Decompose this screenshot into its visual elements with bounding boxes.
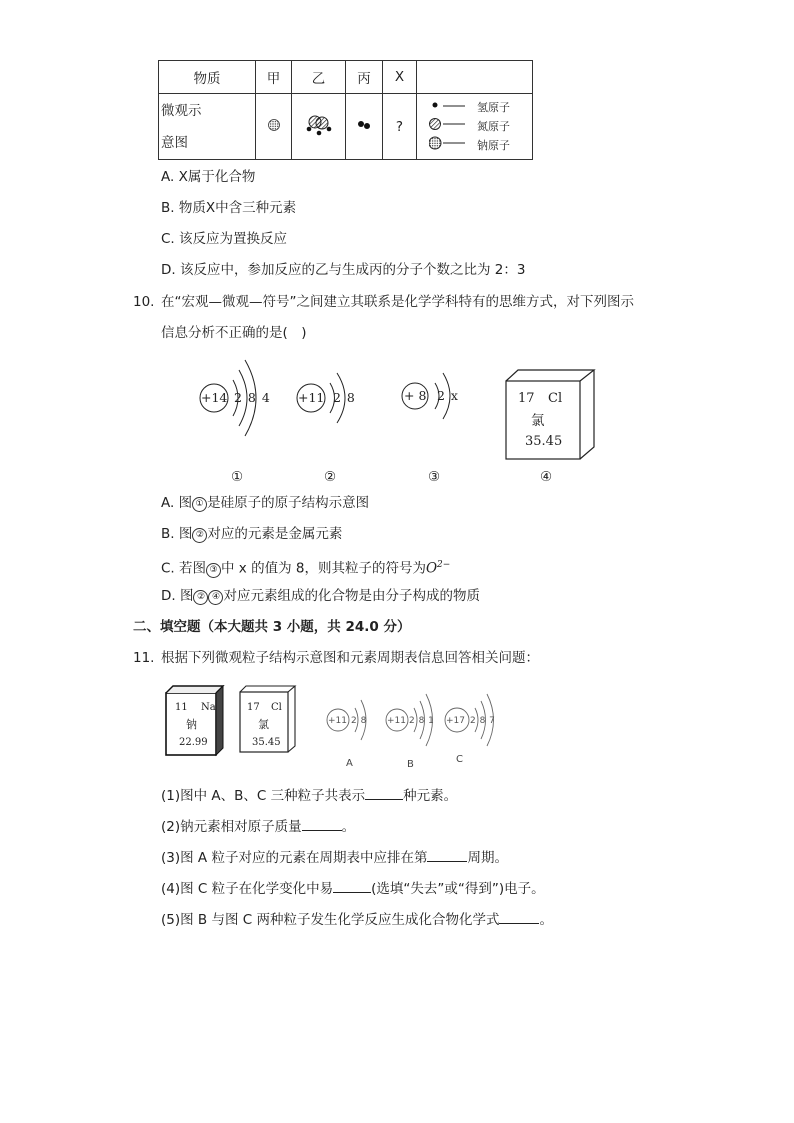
card-sodium-symbol: Na [201,702,216,713]
q10-option-a: A. 图 ① 是硅原子的原子结构示意图 [161,495,370,511]
particle-c-shells: 2 8 7 [470,716,495,726]
q11-sub-1: (1)图中 A、B、C 三种粒子共表示 种元素。 [161,785,457,805]
section-title: 二、填空题（本大题共 3 小题，共 24.0 分） [133,619,411,635]
card-sodium-mass: 22.99 [179,737,208,748]
legend-sodium: 钠原子 [477,138,510,152]
legend-hydrogen: 氢原子 [477,100,510,114]
q11-sub-3: (3)图 A 粒子对应的元素在周期表中应排在第 周期。 [161,847,508,867]
q11-stem: 根据下列微观粒子结构示意图和元素周期表信息回答相关问题： [161,650,539,666]
answer-blank-1[interactable] [365,785,403,800]
yi-molecule-icon [292,94,346,160]
figure-4-mass: 35.45 [525,434,563,449]
table-legend [417,94,533,160]
q10-stem-line1: 在“宏观—微观—符号”之间建立其联系是化学学科特有的思维方式，对下列图示 [161,294,634,310]
card-chlorine-name: 氯 [258,718,269,731]
table-header-bing: 丙 [346,61,383,94]
particle-a-shells: 2 8 [351,716,367,726]
figure-3-label: ③ [428,469,441,485]
particle-c-nucleus: +17 [446,716,465,726]
jia-molecule-icon [256,94,292,160]
card-sodium-name: 钠 [186,718,197,731]
table-header-empty [417,61,533,94]
figure-1-label: ① [231,469,244,485]
particle-a-label: A [346,758,353,769]
bing-molecule-icon [346,94,383,160]
table-header-jia: 甲 [256,61,292,94]
table-header-yi: 乙 [292,61,346,94]
particle-a-nucleus: +11 [328,716,347,726]
table-header-x: X [383,61,417,94]
q9-option-c: C. 该反应为置换反应 [161,231,288,247]
table-header-substance: 物质 [159,61,256,94]
q11-sub-5: (5)图 B 与图 C 两种粒子发生化学反应生成化合物化学式 。 [161,909,553,929]
figure-4-label: ④ [540,469,553,485]
figure-2-nucleus: +11 [298,390,325,405]
card-sodium-number: 11 [175,702,188,713]
q10-option-d: D. 图 ② ④ 对应元素组成的化合物是由分子构成的物质 [161,588,480,604]
answer-blank-5[interactable] [499,909,539,924]
legend-nitrogen: 氮原子 [477,119,510,133]
figure-1-nucleus: +14 [201,390,228,405]
card-chlorine-mass: 35.45 [252,737,281,748]
q10-option-c: C. 若图 ③ 中 x 的值为 8，则其粒子的符号为$O^{2-}$ [161,560,451,577]
figure-3-nucleus: + 8 [404,388,427,403]
q11-sub-4: (4)图 C 粒子在化学变化中易 (选填“失去”或“得到”)电子。 [161,878,545,898]
q9-option-b: B. 物质X中含三种元素 [161,200,297,216]
figure-4-name: 氯 [531,413,545,429]
card-chlorine-symbol: Cl [271,702,282,713]
answer-blank-4[interactable] [333,878,371,893]
answer-blank-2[interactable] [302,816,342,831]
figure-4-atomic-number: 17 [518,391,535,406]
answer-blank-3[interactable] [427,847,467,862]
q10-number: 10. [133,294,155,310]
q9-option-d: D. 该反应中，参加反应的乙与生成丙的分子个数之比为 2：3 [161,262,526,278]
particle-b-nucleus: +11 [387,716,406,726]
particle-table [158,60,533,160]
figure-4-symbol: Cl [548,391,563,406]
particle-b-shells: 2 8 1 [409,716,434,726]
figure-2-shells: 2 8 [333,390,355,405]
q10-stem-line2: 信息分析不正确的是( ) [161,325,307,341]
x-unknown-mark: ? [383,94,417,160]
q9-option-a: A. X属于化合物 [161,169,256,185]
q10-option-b: B. 图 ② 对应的元素是金属元素 [161,526,343,542]
table-row-label: 微观示 意图 [159,94,256,160]
q11-number: 11. [133,650,155,666]
particle-c-label: C [456,754,463,765]
card-chlorine-number: 17 [247,702,260,713]
particle-b-label: B [407,759,414,770]
figure-3-shells: 2 x [437,388,458,403]
q11-sub-2: (2)钠元素相对原子质量 。 [161,816,355,836]
figure-1-shells: 2 8 4 [234,390,270,405]
figure-2-label: ② [324,469,337,485]
